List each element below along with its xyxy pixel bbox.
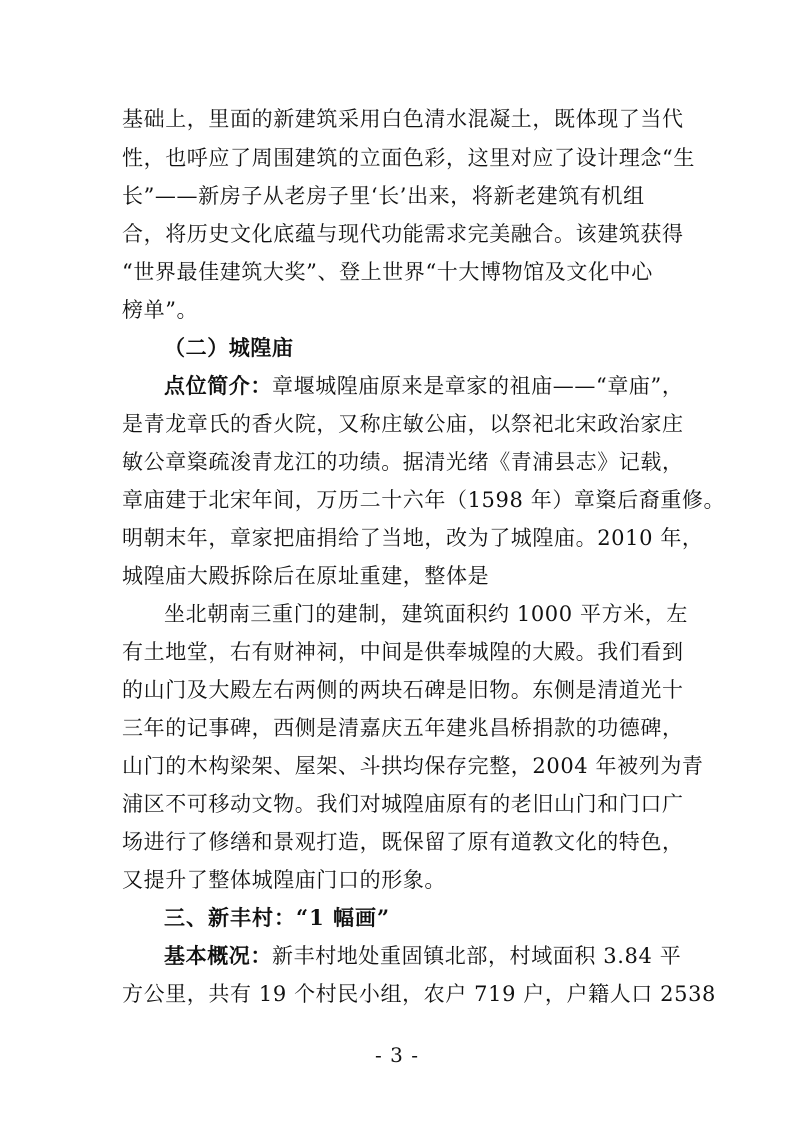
paragraph4-first-line-text: 新丰村地处重固镇北部，村域面积 3.84 平 — [272, 944, 682, 968]
paragraph3-line-8: 又提升了整体城隍庙门口的形象。 — [122, 868, 446, 892]
paragraph1-line-2: 性，也呼应了周围建筑的立面色彩，这里对应了设计理念“生 — [122, 146, 695, 170]
paragraph4-lead: 基本概况： — [164, 943, 272, 968]
paragraph4-line-2: 方公里，共有 19 个村民小组，农户 719 户，户籍人口 2538 — [122, 982, 717, 1006]
paragraph4-line-1 — [164, 941, 682, 971]
paragraph3-line-6: 浦区不可移动文物。我们对城隍庙原有的老旧山门和门口广 — [122, 792, 684, 816]
paragraph2-line-1 — [164, 371, 682, 401]
paragraph1-line-1: 基础上，里面的新建筑采用白色清水混凝土，既体现了当代 — [122, 107, 684, 131]
paragraph1-line-5: “世界最佳建筑大奖”、登上世界“十大博物馆及文化中心 — [122, 260, 653, 284]
paragraph3-line-2: 有土地堂，右有财神祠，中间是供奉城隍的大殿。我们看到 — [122, 640, 684, 664]
paragraph3-line-5: 山门的木构梁架、屋架、斗拱均保存完整，2004 年被列为青 — [122, 754, 704, 778]
paragraph2-line-4: 章庙建于北宋年间，万历二十六年（1598 年）章楶后裔重修。 — [122, 488, 726, 512]
paragraph3-line-4: 三年的记事碑，西侧是清嘉庆五年建兆昌桥捐款的功德碑， — [122, 716, 684, 740]
paragraph2-line-6: 城隍庙大殿拆除后在原址重建，整体是 — [122, 564, 490, 588]
paragraph1-line-6: 榜单”。 — [122, 298, 199, 322]
paragraph3-line-3: 的山门及大殿左右两侧的两块石碑是旧物。东侧是清道光十 — [122, 678, 684, 702]
paragraph3-line-1: 坐北朝南三重门的建制，建筑面积约 1000 平方米，左 — [164, 602, 688, 626]
section-heading-xinfeng-village: 三、新丰村：“1 幅画” — [164, 905, 391, 930]
paragraph1-line-4: 合，将历史文化底蕴与现代功能需求完美融合。该建筑获得 — [122, 222, 684, 246]
page-number: - 3 - — [375, 1043, 419, 1067]
paragraph2-line-2: 是青龙章氏的香火院，又称庄敏公庙，以祭祀北宋政治家庄 — [122, 412, 684, 436]
paragraph1-line-3: 长”——新房子从老房子里‘长’出来，将新老建筑有机组 — [122, 184, 645, 208]
paragraph3-line-7: 场进行了修缮和景观打造，既保留了原有道教文化的特色， — [122, 830, 684, 854]
paragraph2-lead: 点位简介： — [164, 373, 272, 398]
section-heading-temple: （二）城隍庙 — [164, 335, 294, 360]
paragraph2-line-5: 明朝末年，章家把庙捐给了当地，改为了城隍庙。2010 年， — [122, 526, 704, 550]
paragraph2-line-3: 敏公章楶疏浚青龙江的功绩。据清光绪《青浦县志》记载， — [122, 450, 684, 474]
paragraph2-first-line-text: 章堰城隍庙原来是章家的祖庙——“章庙”， — [272, 374, 684, 398]
